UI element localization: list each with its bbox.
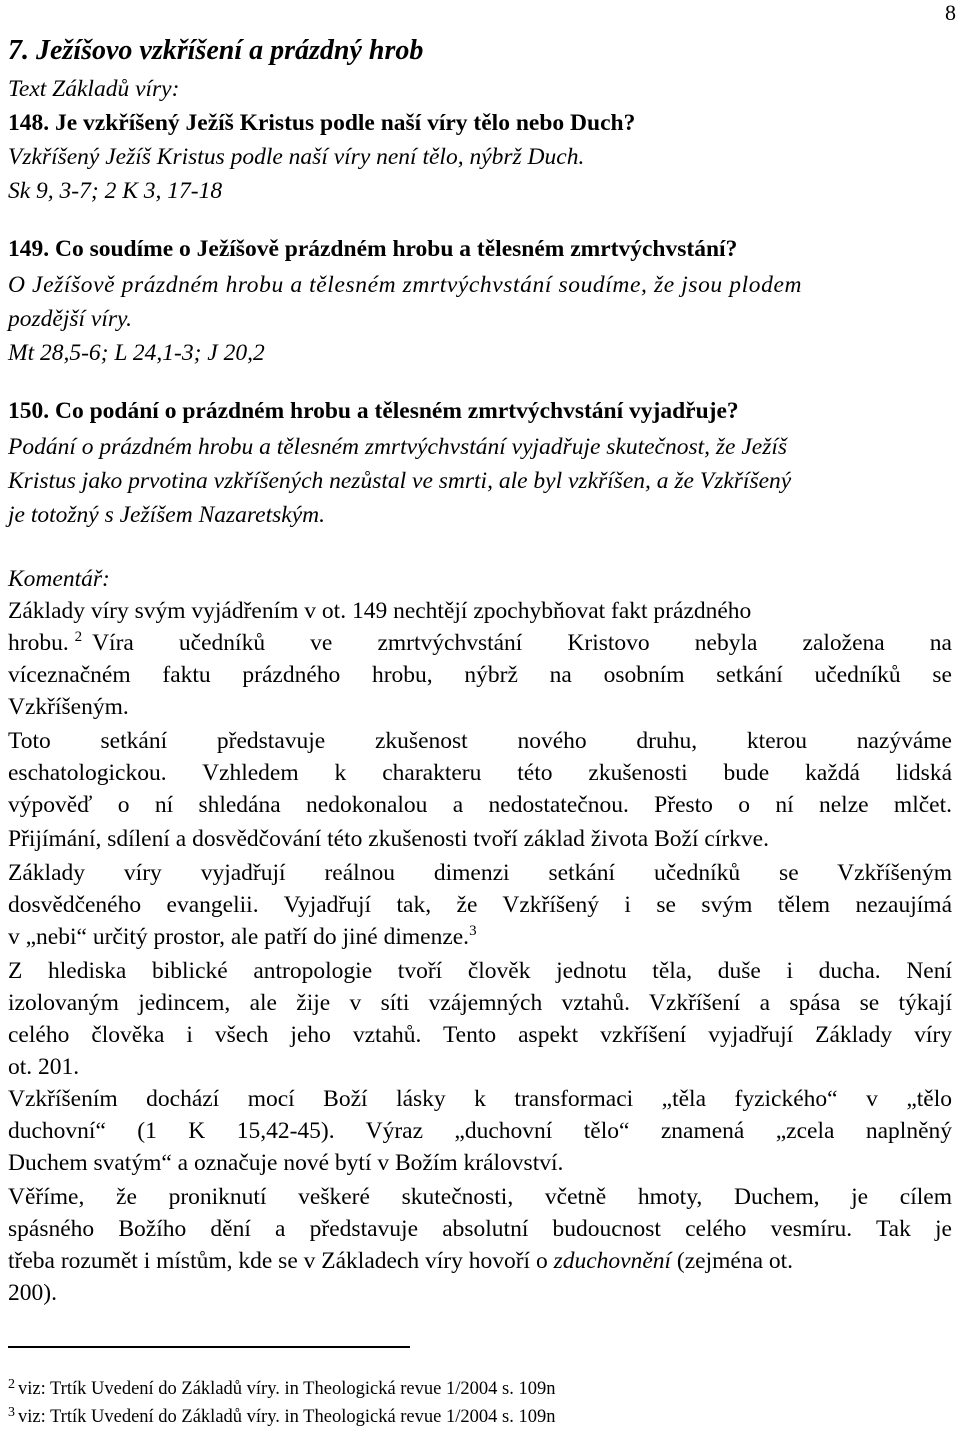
commentary-text: Z hlediska biblické antropologie tvoří člověk jednotu těla, duše i ducha. Není: [8, 958, 952, 984]
section-title: 7. Ježíšovo vzkříšení a prázdný hrob: [8, 35, 424, 66]
commentary-text: dosvědčeného evangelii. Vyjadřují tak, že Vzkříšený i se svým tělem nezaujímá: [8, 892, 952, 918]
commentary-text: třeba rozumět i místům, kde se v Základech víry hovoří o: [8, 1248, 548, 1274]
commentary-text: spásného Božího dění a představuje absolutní budoucnost celého vesmíru. Tak je: [8, 1216, 952, 1242]
commentary-line: [8, 1116, 952, 1146]
commentary-text: Víra učedníků ve zmrtvýchvstání Kristovo nebyla založena na: [92, 630, 952, 656]
answer-148: Vzkříšený Ježíš Kristus podle naší víry není tělo, nýbrž Duch.: [8, 144, 585, 170]
commentary-line: 200).: [8, 1280, 57, 1306]
answer-150-line-2: Kristus jako prvotina vzkříšených nezůstal ve smrti, ale byl vzkříšen, a že Vzkříšený: [8, 468, 792, 494]
question-149: 149. Co soudíme o Ježíšově prázdném hrobu a tělesném zmrtvýchvstání?: [8, 236, 738, 262]
commentary-line: Přijímání, sdílení a dosvědčování této zkušenosti tvoří základ života Boží církve.: [8, 826, 769, 852]
commentary-line: Vzkříšeným.: [8, 694, 129, 720]
commentary-line: [8, 1084, 952, 1114]
commentary-text: Vzkříšením dochází mocí Boží lásky k transformaci „těla fyzického“ v „tělo: [8, 1086, 952, 1112]
commentary-text: víceznačném faktu prázdného hrobu, nýbrž na osobním setkání učedníků se: [8, 662, 952, 688]
footnote-text: viz: Trtík Uvedení do Základů víry. in Theologická revue 1/2004 s. 109n: [18, 1407, 556, 1427]
commentary-line: [8, 1020, 952, 1050]
commentary-line: [8, 758, 952, 788]
commentary-text: v „nebi“ určitý prostor, ale patří do jiné dimenze.: [8, 924, 470, 950]
question-148: 148. Je vzkříšený Ježíš Kristus podle naší víry tělo nebo Duch?: [8, 110, 636, 136]
commentary-line: [8, 628, 952, 658]
commentary-line: [8, 1246, 793, 1276]
answer-150-line-1: Podání o prázdném hrobu a tělesném zmrtvýchvstání vyjadřuje skutečnost, že Ježíš: [8, 434, 788, 460]
commentary-line: ot. 201.: [8, 1054, 80, 1080]
commentary-line: [8, 922, 477, 952]
commentary-text: Základy víry vyjadřují reálnou dimenzi setkání učedníků se Vzkříšeným: [8, 860, 952, 886]
emphasis-term: zduchovnění: [553, 1248, 672, 1274]
commentary-text: Toto setkání představuje zkušenost nového druhu, kterou nazýváme: [8, 728, 952, 754]
commentary-text: duchovní“ (1 K 15,42-45). Výraz „duchovní tělo“ znamená „zcela naplněný: [8, 1118, 952, 1144]
commentary-text: celého člověka i všech jeho vztahů. Tento aspekt vzkříšení vyjadřují Základy víry: [8, 1022, 952, 1048]
footnote-ref-3: 3: [469, 923, 477, 940]
question-150: 150. Co podání o prázdném hrobu a tělesném zmrtvýchvstání vyjadřuje?: [8, 398, 739, 424]
refs-149: Mt 28,5-6; L 24,1-3; J 20,2: [8, 340, 265, 366]
commentary-line: [8, 726, 952, 756]
commentary-line: [8, 1214, 952, 1244]
refs-148: Sk 9, 3-7; 2 K 3, 17-18: [8, 178, 223, 204]
commentary-line: [8, 660, 952, 690]
commentary-line: [8, 1182, 952, 1212]
footnote-mark: 3: [8, 1405, 15, 1420]
footnote-2: [8, 1376, 555, 1402]
footnote-separator: [8, 1346, 410, 1348]
commentary-text: Věříme, že proniknutí veškeré skutečnosti, včetně hmoty, Duchem, je cílem: [8, 1184, 952, 1210]
footnote-text: viz: Trtík Uvedení do Základů víry. in Theologická revue 1/2004 s. 109n: [18, 1379, 556, 1399]
commentary-text: izolovaným jedincem, ale žije v síti vzájemných vztahů. Vzkříšení a spása se týkají: [8, 990, 952, 1016]
commentary-text: (zejména ot.: [676, 1248, 794, 1274]
commentary-label: Komentář:: [8, 566, 110, 592]
commentary-line: Duchem svatým“ a označuje nové bytí v Božím království.: [8, 1150, 564, 1176]
commentary-line: [8, 988, 952, 1018]
footnote-3: [8, 1404, 555, 1430]
page-number: 8: [945, 0, 956, 25]
answer-150-line-3: je totožný s Ježíšem Nazaretským.: [8, 502, 325, 528]
commentary-line: Základy víry svým vyjádřením v ot. 149 nechtějí zpochybňovat fakt prázdného: [8, 598, 752, 624]
answer-149-line-2: pozdější víry.: [8, 306, 133, 332]
answer-149-line-1: O Ježíšově prázdném hrobu a tělesném zmrtvýchvstání soudíme, že jsou plodem: [8, 272, 803, 298]
commentary-text: eschatologickou. Vzhledem k charakteru této zkušenosti bude každá lidská: [8, 760, 952, 786]
commentary-text: hrobu. $^2$: [8, 629, 83, 656]
footnote-mark: 2: [8, 1377, 15, 1392]
commentary-line: [8, 790, 952, 820]
commentary-line: [8, 890, 952, 920]
footnote-ref-2: 2: [74, 629, 83, 646]
commentary-line: [8, 956, 952, 986]
text-label: Text Základů víry:: [8, 76, 180, 102]
commentary-line: [8, 858, 952, 888]
commentary-text: výpověď o ní shledána nedokonalou a nedostatečnou. Přesto o ní nelze mlčet.: [8, 792, 952, 818]
